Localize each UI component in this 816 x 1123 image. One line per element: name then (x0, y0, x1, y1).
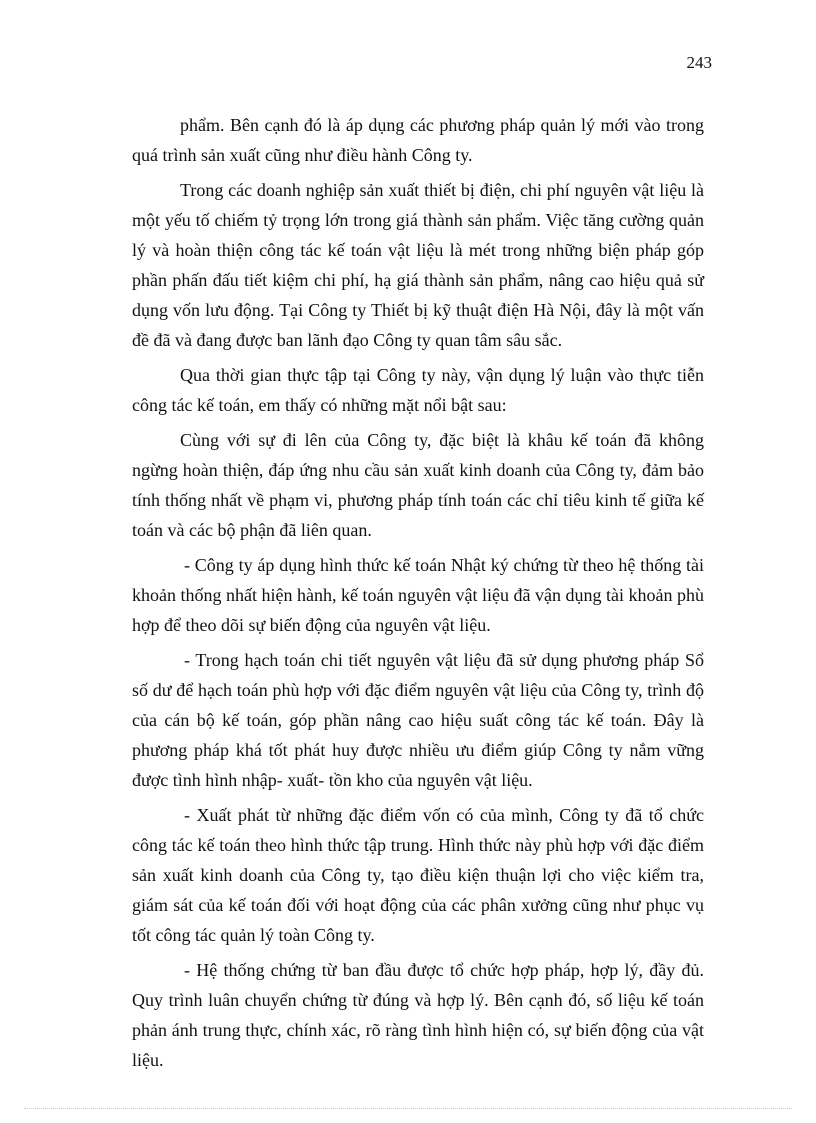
page-body (132, 110, 704, 1080)
paragraph-centralized-accounting: - Xuất phát từ những đặc điểm vốn có của mình, Công ty đã tổ chức công tác kế toán theo hình thức tập trung. Hình thức này phù hợp với đặc điểm sản xuất kinh doanh của Công ty, tạo điều kiện thuận lợi cho việc kiểm tra, giám sát của kế toán đối với hoạt động của các phân xưởng cũng như phục vụ tốt công tác quản lý toàn Công ty. (132, 805, 704, 945)
paragraph-continuation: phẩm. Bên cạnh đó là áp dụng các phương pháp quản lý mới vào trong quá trình sản xuất cũng như điều hành Công ty. (132, 115, 704, 165)
paragraph-journal-system: - Công ty áp dụng hình thức kế toán Nhật ký chứng từ theo hệ thống tài khoản thống nhất hiện hành, kế toán nguyên vật liệu đã vận dụng tài khoản phù hợp để theo dõi sự biến động của nguyên vật liệu. (132, 555, 704, 635)
page-number: 243 (686, 53, 712, 72)
paragraph-internship-intro: Qua thời gian thực tập tại Công ty này, vận dụng lý luận vào thực tiễn công tác kế toán, em thấy có những mặt nổi bật sau: (132, 365, 704, 415)
paragraph-balance-method: - Trong hạch toán chi tiết nguyên vật liệu đã sử dụng phương pháp Sổ số dư để hạch toán phù hợp với đặc điểm nguyên vật liệu của Công ty, trình độ của cán bộ kế toán, góp phần nâng cao hiệu suất công tác kế toán. Đây là phương pháp khá tốt phát huy được nhiều ưu điểm giúp Công ty nắm vững được tình hình nhập- xuất- tồn kho của nguyên vật liệu. (132, 650, 704, 790)
paragraph-document-system: - Hệ thống chứng từ ban đầu được tổ chức hợp pháp, hợp lý, đầy đủ. Quy trình luân chuyển chứng từ đúng và hợp lý. Bên cạnh đó, số liệu kế toán phản ánh trung thực, chính xác, rõ ràng tình hình hiện có, sự biến động của vật liệu. (132, 960, 704, 1070)
paragraph-material-cost: Trong các doanh nghiệp sản xuất thiết bị điện, chi phí nguyên vật liệu là một yếu tố chiếm tỷ trọng lớn trong giá thành sản phẩm. Việc tăng cường quản lý và hoàn thiện công tác kế toán vật liệu là mét trong những biện pháp góp phần phấn đấu tiết kiệm chi phí, hạ giá thành sản phẩm, nâng cao hiệu quả sử dụng vốn lưu động. Tại Công ty Thiết bị kỹ thuật điện Hà Nội, đây là một vấn đề đã và đang được ban lãnh đạo Công ty quan tâm sâu sắc. (132, 180, 704, 350)
paragraph-accounting-development: Cùng với sự đi lên của Công ty, đặc biệt là khâu kế toán đã không ngừng hoàn thiện, đáp ứng nhu cầu sản xuất kinh doanh của Công ty, đảm bảo tính thống nhất về phạm vi, phương pháp tính toán các chỉ tiêu kinh tế giữa kế toán và các bộ phận đã liên quan. (132, 430, 704, 540)
bottom-divider (24, 1108, 792, 1109)
